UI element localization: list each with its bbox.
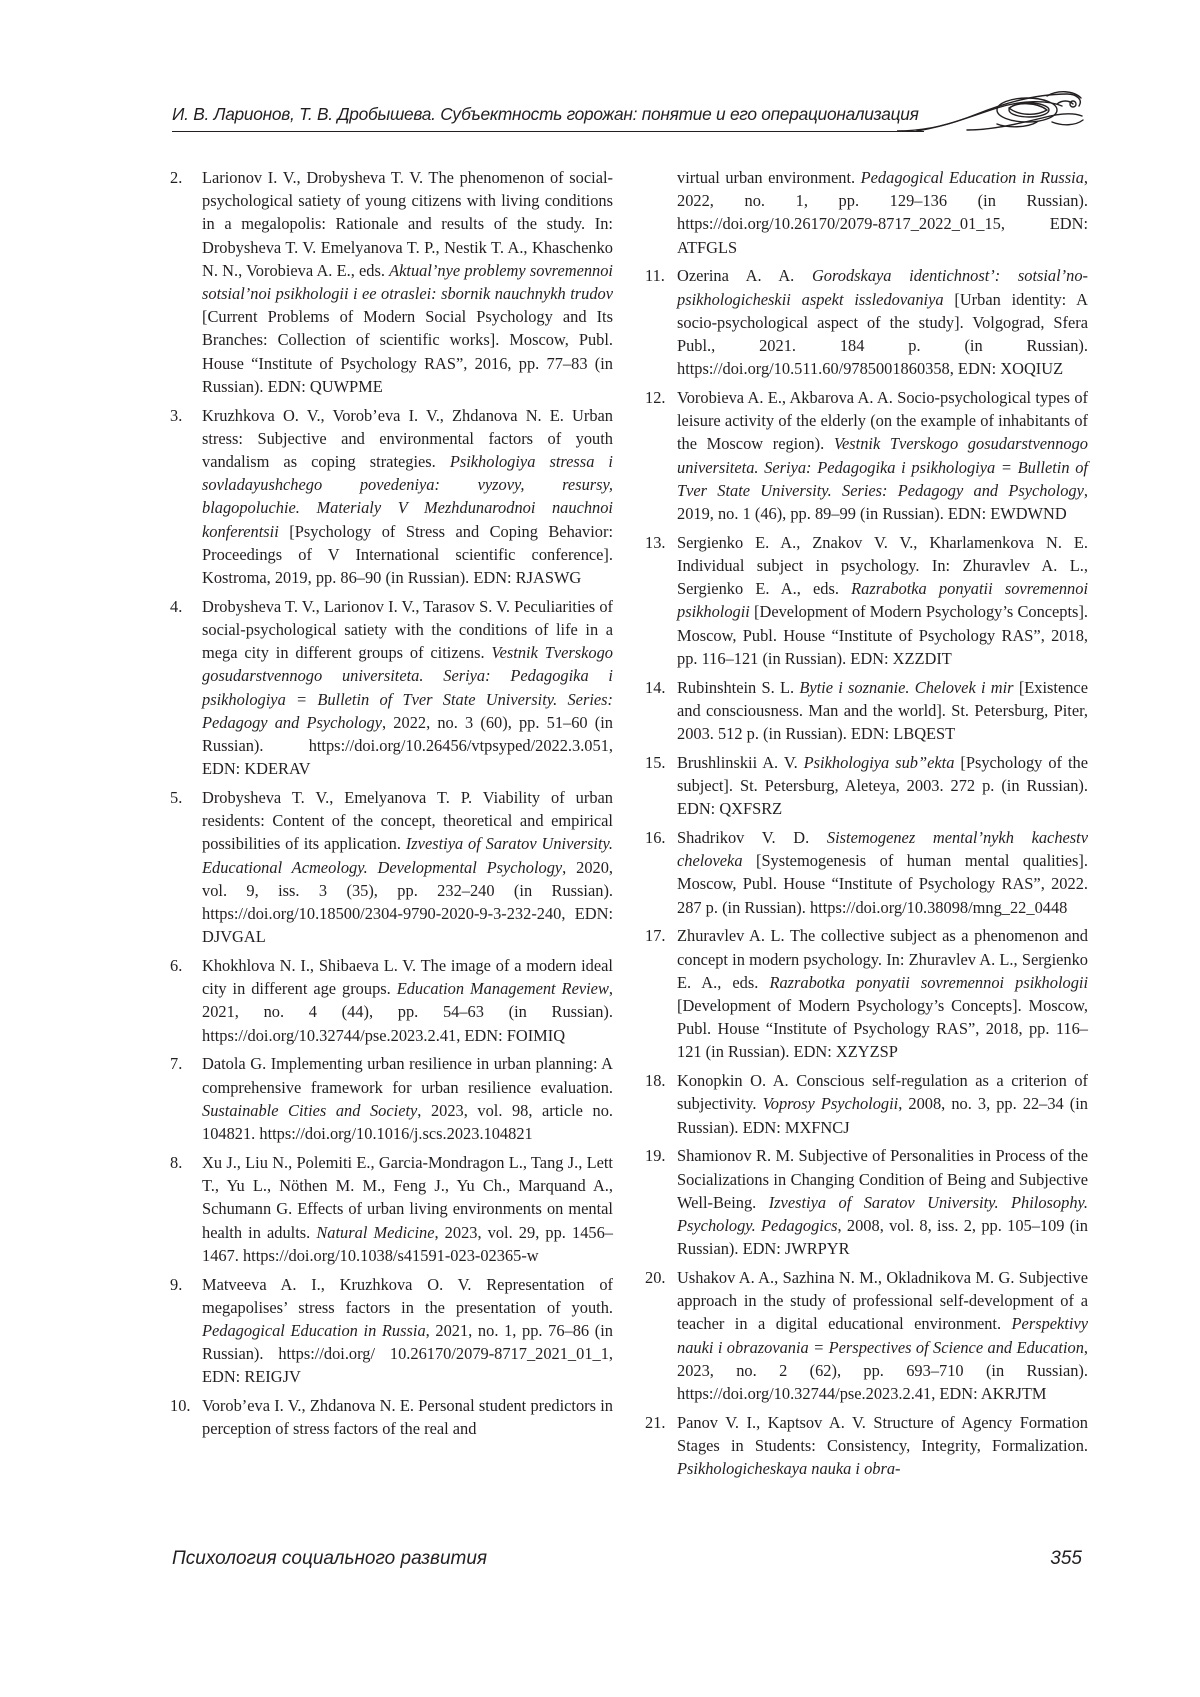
reference-number: 2. <box>170 166 182 189</box>
reference-text: Vorob’eva I. V., Zhdanova N. E. Personal student predictors in perception of stress factors of the real and <box>202 1396 613 1438</box>
reference-source-title: Gorodskaya identichnost’: sotsial’no-psikhologicheskii aspekt issledovaniya <box>677 266 1088 308</box>
reference-item <box>170 166 613 398</box>
reference-number: 21. <box>645 1411 666 1434</box>
reference-number: 16. <box>645 826 666 849</box>
reference-text: , 2022, no. 3 (60), pp. 51–60 (in Russian). https://doi.org/10.26456/vtpsyped/2022.3.051, EDN: KDERAV <box>202 713 613 778</box>
reference-number: 5. <box>170 786 182 809</box>
reference-item <box>645 1266 1088 1405</box>
reference-item <box>170 404 613 590</box>
reference-text: Zhuravlev A. L. The collective subject as a phenomenon and concept in modern psychology. In: Zhuravlev A. L., Sergienko E. A., eds. <box>677 926 1088 991</box>
reference-item <box>170 954 613 1047</box>
reference-text: Drobysheva T. V., Larionov I. V., Tarasov S. V. Peculiarities of social-psychological satiety with the conditions of life in a mega city in different groups of citizens. <box>202 597 613 662</box>
reference-source-title: Aktual’nye problemy sovremennoi sotsial’noi psikhologii i ee otraslei: sbornik nauchnykh trudov <box>202 261 613 303</box>
reference-text: Xu J., Liu N., Polemiti E., Garcia-Mondragon L., Tang J., Lett T., Yu L., Nöthen M. M., Feng J., Yu Ch., Marquand A., Schumann G. Effects of urban living environments on mental health in adults. <box>202 1153 613 1242</box>
reference-source-title: Pedagogical Education in Russia <box>202 1321 426 1340</box>
header-rule <box>172 131 924 132</box>
reference-item-continuation <box>645 166 1088 259</box>
reference-number: 20. <box>645 1266 666 1289</box>
reference-number: 9. <box>170 1273 182 1296</box>
reference-source-title: Psikhologiya stressa i sovladayushchego povedeniya: vyzovy, resursy, blagopoluchie. Materialy V Mezhdunarodnoi nauchnoi konferentsii <box>202 452 613 541</box>
page-number: 355 <box>1050 1548 1082 1570</box>
reference-text: , 2023, no. 2 (62), pp. 693–710 (in Russian). https://doi.org/10.32744/pse.2023.2.41, EDN: AKRJTM <box>677 1338 1088 1403</box>
reference-list-right <box>645 166 1088 1481</box>
reference-source-title: Sustainable Cities and Society <box>202 1101 417 1120</box>
reference-source-title: Razrabotka ponyatii sovremennoi psikhologii <box>677 579 1088 621</box>
reference-item <box>645 751 1088 821</box>
reference-text: , 2023, vol. 29, pp. 1456–1467. https://doi.org/10.1038/s41591-023-02365-w <box>202 1223 613 1265</box>
reference-item <box>645 386 1088 525</box>
journal-title: Психология социального развития <box>172 1548 487 1570</box>
references-column-right <box>645 166 1088 1486</box>
decorative-swirl-ornament-icon <box>897 86 1087 142</box>
reference-text: , 2022, no. 1, pp. 129–136 (in Russian). https://doi.org/10.26170/2079-8717_2022_01_15, EDN: ATFGLS <box>677 168 1088 257</box>
reference-text: Konopkin O. A. Conscious self-regulation as a criterion of subjectivity. <box>677 1071 1088 1113</box>
reference-text: Larionov I. V., Drobysheva T. V. The phenomenon of social-psychological satiety of young citizens with living conditions in a megalopolis: Rationale and results of the study. In: Drobysheva T. V. Emelyanova T. P., Nestik T. A., Khaschenko N. N., Vorobieva A. E., eds. <box>202 168 613 280</box>
reference-text: Kruzhkova O. V., Vorob’eva I. V., Zhdanova N. E. Urban stress: Subjective and environmental factors of youth vandalism as coping strategies. <box>202 406 613 471</box>
reference-item <box>645 676 1088 746</box>
reference-text: Ozerina A. A. <box>677 266 812 285</box>
reference-text: Panov V. I., Kaptsov A. V. Structure of Agency Formation Stages in Students: Consistency, Integrity, Formalization. <box>677 1413 1088 1455</box>
reference-text: , 2008, vol. 8, iss. 2, pp. 105–109 (in Russian). EDN: JWRPYR <box>677 1216 1088 1258</box>
reference-source-title: Razrabotka ponyatii sovremennoi psikhologii <box>769 973 1088 992</box>
reference-text: [Existence and consciousness. Man and the world]. St. Petersburg, Piter, 2003. 512 p. (in Russian). EDN: LBQEST <box>677 678 1088 743</box>
reference-number: 10. <box>170 1394 191 1417</box>
reference-source-title: Education Management Review <box>397 979 609 998</box>
reference-number: 3. <box>170 404 182 427</box>
reference-item <box>645 826 1088 919</box>
reference-item <box>170 1052 613 1145</box>
reference-source-title: Voprosy Psychologii <box>763 1094 899 1113</box>
reference-text: [Psychology of Stress and Coping Behavior: Proceedings of V International scientific conference]. Kostroma, 2019, pp. 86–90 (in Russian). EDN: RJASWG <box>202 522 613 587</box>
reference-item <box>170 1151 613 1267</box>
reference-number: 7. <box>170 1052 182 1075</box>
reference-number: 19. <box>645 1144 666 1167</box>
reference-item <box>170 1273 613 1389</box>
reference-source-title: Bytie i soznanie. Chelovek i mir <box>799 678 1013 697</box>
reference-text: , 2021, no. 1, pp. 76–86 (in Russian). https://doi.org/ 10.26170/2079-8717_2021_01_1, EDN: REIGJV <box>202 1321 613 1386</box>
reference-item <box>645 1144 1088 1260</box>
reference-source-title: Vestnik Tverskogo gosudarstvennogo universiteta. Seriya: Pedagogika i psikhologiya = Bulletin of Tver State University. Series: Pedagogy and Psychology <box>202 643 613 732</box>
reference-source-title: Pedagogical Education in Russia <box>861 168 1084 187</box>
reference-source-title: Psikhologicheskaya nauka i obra- <box>677 1459 901 1478</box>
reference-text: Shamionov R. M. Subjective of Personalities in Process of the Socializations in Changing Condition of Being and Subjective Well-Being. <box>677 1146 1088 1211</box>
reference-item <box>645 1411 1088 1481</box>
reference-source-title: Sistemogenez mental’nykh kachestv cheloveka <box>677 828 1088 870</box>
reference-item <box>170 786 613 948</box>
reference-text: Datola G. Implementing urban resilience in urban planning: A comprehensive framework for urban resilience evaluation. <box>202 1054 613 1096</box>
reference-number: 17. <box>645 924 666 947</box>
reference-number: 4. <box>170 595 182 618</box>
reference-item <box>645 1069 1088 1139</box>
reference-text: Drobysheva T. V., Emelyanova T. P. Viability of urban residents: Content of the concept, theoretical and empirical possibilities of its application. <box>202 788 613 853</box>
reference-item <box>170 1394 613 1440</box>
running-header <box>172 86 1082 138</box>
reference-source-title: Izvestiya of Saratov University. Educational Acmeology. Developmental Psychology <box>202 834 613 876</box>
reference-text: [Systemogenesis of human mental qualities]. Moscow, Publ. House “Institute of Psychology RAS”, 2022. 287 p. (in Russian). https://doi.org/10.38098/mng_22_0448 <box>677 851 1088 916</box>
reference-source-title: Vestnik Tverskogo gosudarstvennogo universiteta. Seriya: Pedagogika i psikhologiya = Bulletin of Tver State University. Series: Pedagogy and Psychology <box>677 434 1088 499</box>
reference-text: , 2021, no. 4 (44), pp. 54–63 (in Russian). https://doi.org/10.32744/pse.2023.2.41, EDN: FOIMIQ <box>202 979 613 1044</box>
reference-text: [Current Problems of Modern Social Psychology and Its Branches: Collection of scientific works]. Moscow, Publ. House “Institute of Psychology RAS”, 2016, pp. 77–83 (in Russian). EDN: QUWPME <box>202 307 613 396</box>
reference-source-title: Psikhologiya sub”ekta <box>804 753 955 772</box>
reference-text: Vorobieva A. E., Akbarova A. A. Socio-psychological types of leisure activity of the elderly (on the example of inhabitants of the Moscow region). <box>677 388 1088 453</box>
reference-item <box>645 264 1088 380</box>
reference-number: 8. <box>170 1151 182 1174</box>
reference-number: 12. <box>645 386 666 409</box>
reference-text: Shadrikov V. D. <box>677 828 827 847</box>
reference-text: [Urban identity: A socio-psychological aspect of the study]. Volgograd, Sfera Publ., 2021. 184 p. (in Russian). https://doi.org/10.511.60/9785001860358, EDN: XOQIUZ <box>677 290 1088 379</box>
reference-text: Ushakov A. A., Sazhina N. M., Okladnikova M. G. Subjective approach in the study of professional self-development of a teacher in a digital educational environment. <box>677 1268 1088 1333</box>
reference-text: Khokhlova N. I., Shibaeva L. V. The image of a modern ideal city in different age groups. <box>202 956 613 998</box>
reference-text: Sergienko E. A., Znakov V. V., Kharlamenkova N. E. Individual subject in psychology. In: Zhuravlev A. L., Sergienko E. A., eds. <box>677 533 1088 598</box>
reference-number: 14. <box>645 676 666 699</box>
reference-item <box>645 531 1088 670</box>
reference-text: Rubinshtein S. L. <box>677 678 799 697</box>
reference-text: Brushlinskii A. V. <box>677 753 804 772</box>
reference-text: , 2019, no. 1 (46), pp. 89–99 (in Russian). EDN: EWDWND <box>677 481 1088 523</box>
reference-text: , 2020, vol. 9, iss. 3 (35), pp. 232–240 (in Russian). https://doi.org/10.18500/2304-9790-2020-9-3-232-240, EDN: DJVGAL <box>202 858 613 947</box>
reference-source-title: Natural Medicine <box>316 1223 434 1242</box>
reference-text: , 2008, no. 3, pp. 22–34 (in Russian). EDN: MXFNCJ <box>677 1094 1088 1136</box>
reference-text: [Development of Modern Psychology’s Concepts]. Moscow, Publ. House “Institute of Psychology RAS”, 2018, pp. 116–121 (in Russian). EDN: XZZDIT <box>677 602 1088 667</box>
reference-source-title: Izvestiya of Saratov University. Philosophy. Psychology. Pedagogics <box>677 1193 1088 1235</box>
reference-number: 6. <box>170 954 182 977</box>
reference-text: [Development of Modern Psychology’s Concepts]. Moscow, Publ. House “Institute of Psychology RAS”, 2018, pp. 116–121 (in Russian). EDN: XZYZSP <box>677 996 1088 1061</box>
reference-number: 13. <box>645 531 666 554</box>
page-footer <box>172 1548 1082 1578</box>
running-title: И. В. Ларионов, Т. В. Дробышева. Субъектность горожан: понятие и его операционализация <box>172 104 919 125</box>
reference-text: , 2023, vol. 98, article no. 104821. https://doi.org/10.1016/j.scs.2023.104821 <box>202 1101 613 1143</box>
reference-source-title: Perspektivy nauki i obrazovania = Perspectives of Science and Education <box>677 1314 1088 1356</box>
reference-number: 15. <box>645 751 666 774</box>
reference-item <box>645 924 1088 1063</box>
reference-item <box>170 595 613 781</box>
reference-text: [Psychology of the subject]. St. Petersburg, Aleteya, 2003. 272 p. (in Russian). EDN: QXFSRZ <box>677 753 1088 818</box>
reference-number: 11. <box>645 264 665 287</box>
reference-number: 18. <box>645 1069 666 1092</box>
reference-text: Matveeva A. I., Kruzhkova O. V. Representation of megapolises’ stress factors in the presentation of youth. <box>202 1275 613 1317</box>
references-column-left <box>170 166 613 1446</box>
reference-text: virtual urban environment. <box>677 168 861 187</box>
reference-list-left <box>170 166 613 1441</box>
